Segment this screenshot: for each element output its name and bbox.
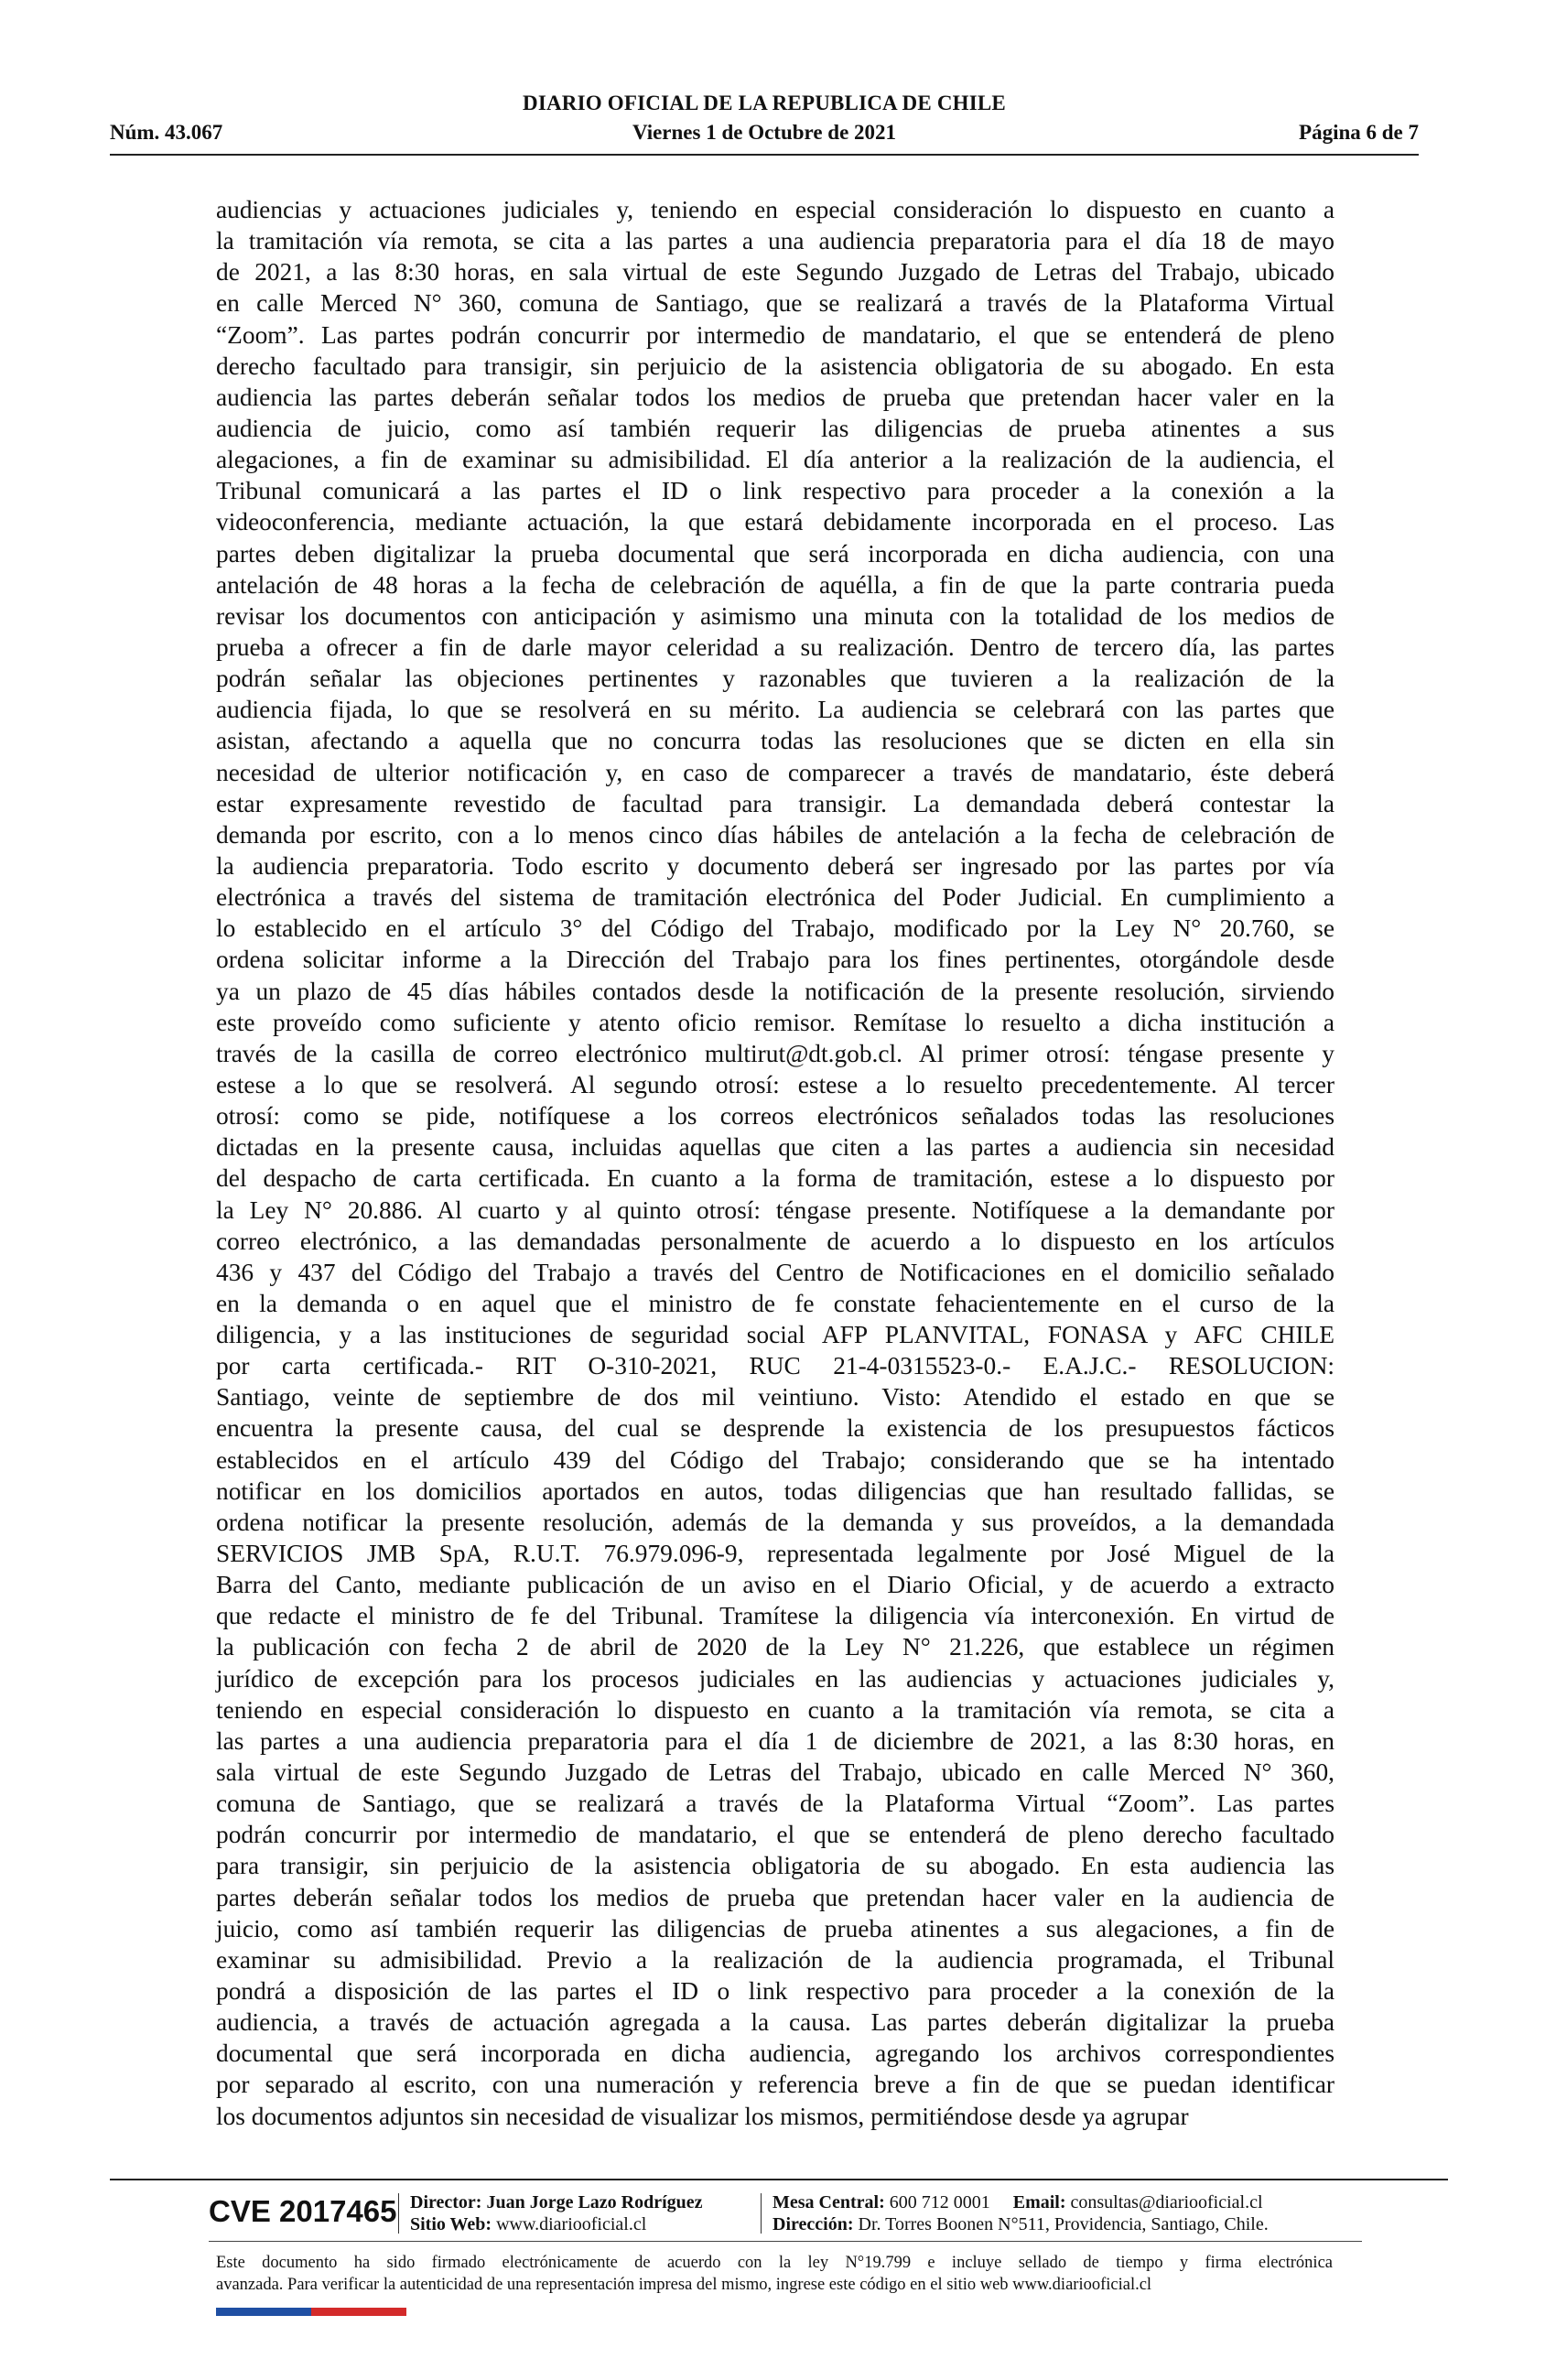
body-line: revisar los documentos con anticipación y asimismo una minuta con la totalidad de los medios de [216, 601, 1334, 630]
body-line: la audiencia preparatoria. Todo escrito y documento deberá ser ingresado por las partes por vía [216, 851, 1334, 880]
page-indicator: Página 6 de 7 [1299, 121, 1419, 144]
body-line: jurídico de excepción para los procesos judiciales en las audiencias y actuaciones judiciales y, [216, 1664, 1334, 1693]
body-line: en calle Merced N° 360, comuna de Santiago, que se realizará a través de la Plataforma Virtual [216, 289, 1334, 318]
body-line: examinar su admisibilidad. Previo a la realización de la audiencia programada, el Tribunal [216, 1945, 1334, 1974]
body-line: para transigir, sin perjuicio de la asistencia obligatoria de su abogado. En esta audiencia las [216, 1852, 1334, 1880]
body-line: teniendo en especial consideración lo dispuesto en cuanto a la tramitación vía remota, se cita a [216, 1695, 1334, 1724]
footer-separator [761, 2193, 762, 2234]
body-line: notificar en los domicilios aportados en autos, todas diligencias que han resultado fallidas, se [216, 1477, 1334, 1505]
body-line: por carta certificada.- RIT O-310-2021, RUC 21-4-0315523-0.- E.A.J.C.- RESOLUCION: [216, 1352, 1334, 1380]
body-line: necesidad de ulterior notificación y, en caso de comparecer a través de mandatario, éste deberá [216, 758, 1334, 786]
body-line: la publicación con fecha 2 de abril de 2020 de la Ley N° 21.226, que establece un régimen [216, 1633, 1334, 1661]
body-line: documental que será incorporada en dicha audiencia, agregando los archivos correspondientes [216, 2039, 1334, 2068]
note-line: Este documento ha sido firmado electrónicamente de acuerdo con la ley N°19.799 e incluye sellado de tiempo y firma electrónica [216, 2254, 1333, 2272]
body-line: Barra del Canto, mediante publicación de un aviso en el Diario Oficial, y de acuerdo a extracto [216, 1571, 1334, 1599]
body-line: juicio, como así también requerir las diligencias de prueba atinentes a sus alegaciones, a fin de [216, 1914, 1334, 1942]
body-line: alegaciones, a fin de examinar su admisibilidad. El día anterior a la realización de la audiencia, el [216, 446, 1334, 474]
body-line: estese a lo que se resolverá. Al segundo otrosí: estese a lo resuelto precedentemente. Al tercer [216, 1070, 1334, 1098]
body-line: audiencia fijada, lo que se resolverá en su mérito. La audiencia se celebrará con las partes que [216, 696, 1334, 724]
signature-note [216, 2252, 1333, 2296]
director-name: Juan Jorge Lazo Rodríguez [486, 2192, 703, 2212]
body-line: por separado al escrito, con una numeración y referencia breve a fin de que se puedan identificar [216, 2071, 1334, 2099]
body-line: los documentos adjuntos sin necesidad de visualizar los mismos, permitiéndose desde ya agrupar [216, 2102, 1189, 2130]
email-link[interactable]: consultas@diariooficial.cl [1070, 2192, 1263, 2212]
address-value: Dr. Torres Boonen N°511, Providencia, Santiago, Chile. [858, 2214, 1269, 2234]
body-line: audiencia de juicio, como así también requerir las diligencias de prueba atinentes a sus [216, 414, 1334, 442]
body-line: estar expresamente revestido de facultad para transigir. La demandada deberá contestar la [216, 789, 1334, 817]
body-line: audiencia, a través de actuación agregada a la causa. Las partes deberán digitalizar la prueba [216, 2008, 1334, 2037]
body-line: pondrá a disposición de las partes el ID o link respectivo para proceder a la conexión de la [216, 1977, 1334, 2006]
body-line: videoconferencia, mediante actuación, la que estará debidamente incorporada en el proceso. Las [216, 508, 1334, 536]
body-line: prueba a ofrecer a fin de darle mayor celeridad a su realización. Dentro de tercero día, las partes [216, 633, 1334, 661]
footer-inner-divider [209, 2241, 1362, 2242]
body-line: Tribunal comunicará a las partes el ID o link respectivo para proceder a la conexión a la [216, 477, 1334, 505]
body-line: comuna de Santiago, que se realizará a través de la Plataforma Virtual “Zoom”. Las partes [216, 1790, 1334, 1818]
issue-number: Núm. 43.067 [110, 121, 223, 144]
body-line: través de la casilla de correo electrónico multirut@dt.gob.cl. Al primer otrosí: téngase presente y [216, 1039, 1334, 1067]
body-line: este proveído como suficiente y atento oficio remisor. Remítase lo resuelto a dicha institución a [216, 1008, 1334, 1036]
phone-value: 600 712 0001 [889, 2192, 990, 2212]
footer-info [209, 2190, 1362, 2245]
note-line: avanzada. Para verificar la autenticidad de una representación impresa del mismo, ingrese este código en el sitio web www.diariooficial.cl [216, 2276, 1152, 2294]
body-line: ya un plazo de 45 días hábiles contados desde la notificación de la presente resolución, sirviendo [216, 977, 1334, 1005]
chile-flag-stripe [216, 2308, 406, 2316]
body-line: en la demanda o en aquel que el ministro de fe constate fehacientemente en el curso de la [216, 1289, 1334, 1317]
body-line: asistan, afectando a aquella que no concurra todas las resoluciones que se dicten en ella sin [216, 727, 1334, 755]
body-line: audiencias y actuaciones judiciales y, teniendo en especial consideración lo dispuesto en cuanto a [216, 196, 1334, 223]
body-line: partes deben digitalizar la prueba documental que será incorporada en dicha audiencia, con una [216, 539, 1334, 568]
director-label: Director: [410, 2192, 482, 2212]
footer-divider [110, 2179, 1448, 2180]
footer-separator [398, 2193, 399, 2234]
body-line: demanda por escrito, con a lo menos cinco días hábiles de antelación a la fecha de celebración de [216, 820, 1334, 849]
body-line: “Zoom”. Las partes podrán concurrir por intermedio de mandatario, el que se entenderá de pleno [216, 320, 1334, 349]
body-line: encuentra la presente causa, del cual se desprende la existencia de los presupuestos fácticos [216, 1414, 1334, 1443]
body-line: 436 y 437 del Código del Trabajo a través del Centro de Notificaciones en el domicilio señalado [216, 1258, 1334, 1286]
body-line: la tramitación vía remota, se cita a las partes a una audiencia preparatoria para el día 18 de mayo [216, 227, 1334, 255]
body-line: electrónica a través del sistema de tramitación electrónica del Poder Judicial. En cumplimiento a [216, 883, 1334, 912]
email-label: Email: [1012, 2192, 1066, 2212]
body-line: SERVICIOS JMB SpA, R.U.T. 76.979.096-9, representada legalmente por José Miguel de la [216, 1540, 1334, 1568]
body-line: partes deberán señalar todos los medios de prueba que pretendan hacer valer en la audiencia de [216, 1883, 1334, 1911]
footer-director-block [410, 2191, 703, 2235]
address-label: Dirección: [773, 2214, 854, 2234]
phone-label: Mesa Central: [773, 2192, 885, 2212]
document-body [216, 194, 1334, 2132]
page-header [110, 92, 1419, 156]
flag-blue-segment [216, 2308, 311, 2316]
body-line: derecho facultado para transigir, sin perjuicio de la asistencia obligatoria de su abogado. En esta [216, 352, 1334, 380]
footer-contact-block [773, 2191, 1269, 2235]
body-line: ordena notificar la presente resolución, además de la demanda y sus proveídos, a la demandada [216, 1508, 1334, 1536]
body-line: establecidos en el artículo 439 del Código del Trabajo; considerando que se ha intentado [216, 1445, 1334, 1474]
body-line: que redacte el ministro de fe del Tribunal. Tramítese la diligencia vía interconexión. En virtud de [216, 1602, 1334, 1630]
body-line: audiencia las partes deberán señalar todos los medios de prueba que pretendan hacer valer en la [216, 383, 1334, 411]
body-line: las partes a una audiencia preparatoria para el día 1 de diciembre de 2021, a las 8:30 horas, en [216, 1726, 1334, 1755]
masthead-title: DIARIO OFICIAL DE LA REPUBLICA DE CHILE [523, 92, 1006, 114]
header-divider [110, 154, 1419, 156]
body-line: antelación de 48 horas a la fecha de celebración de aquélla, a fin de que la parte contraria pueda [216, 570, 1334, 599]
body-line: sala virtual de este Segundo Juzgado de Letras del Trabajo, ubicado en calle Merced N° 360, [216, 1758, 1334, 1787]
site-label: Sitio Web: [410, 2214, 492, 2234]
body-line: la Ley N° 20.886. Al cuarto y al quinto otrosí: téngase presente. Notifíquese a la demandante por [216, 1195, 1334, 1224]
body-line: diligencia, y a las instituciones de seguridad social AFP PLANVITAL, FONASA y AFC CHILE [216, 1321, 1334, 1349]
body-line: podrán señalar las objeciones pertinentes y razonables que tuvieren a la realización de la [216, 665, 1334, 693]
site-link[interactable]: www.diariooficial.cl [496, 2214, 647, 2234]
body-line: podrán concurrir por intermedio de mandatario, el que se entenderá de pleno derecho facultado [216, 1821, 1334, 1849]
body-line: de 2021, a las 8:30 horas, en sala virtual de este Segundo Juzgado de Letras del Trabajo, ubicado [216, 258, 1334, 287]
body-line: dictadas en la presente causa, incluidas aquellas que citen a las partes a audiencia sin necesidad [216, 1133, 1334, 1162]
issue-date: Viernes 1 de Octubre de 2021 [632, 121, 897, 144]
flag-red-segment [311, 2308, 406, 2316]
body-line: correo electrónico, a las demandadas personalmente de acuerdo a lo dispuesto en los artículos [216, 1227, 1334, 1255]
body-line: lo establecido en el artículo 3° del Código del Trabajo, modificado por la Ley N° 20.760, se [216, 914, 1334, 943]
cve-code: CVE 2017465 [209, 2194, 397, 2228]
body-line: ordena solicitar informe a la Dirección del Trabajo para los fines pertinentes, otorgándole desde [216, 946, 1334, 974]
body-line: otrosí: como se pide, notifíquese a los correos electrónicos señalados todas las resoluciones [216, 1102, 1334, 1130]
body-line: Santiago, veinte de septiembre de dos mil veintiuno. Visto: Atendido el estado en que se [216, 1383, 1334, 1412]
body-line: del despacho de carta certificada. En cuanto a la forma de tramitación, estese a lo dispuesto por [216, 1164, 1334, 1193]
